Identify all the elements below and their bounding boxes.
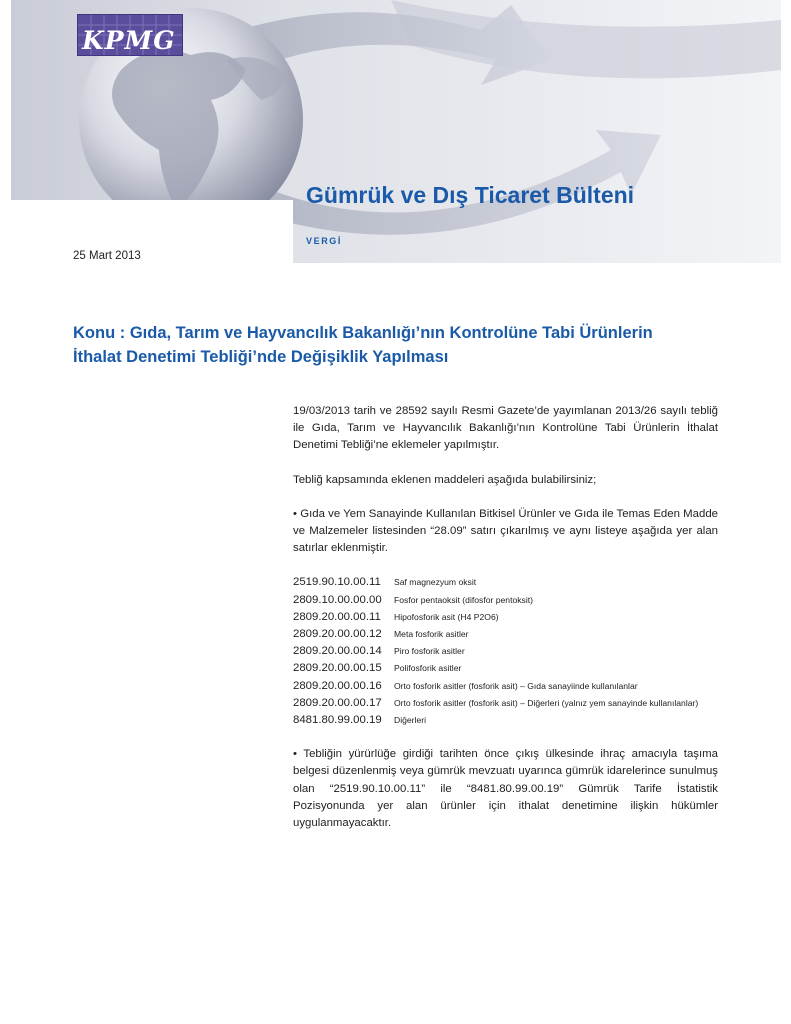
category-label: VERGİ <box>306 236 343 246</box>
tariff-code-list <box>293 574 718 729</box>
tariff-code: 2809.20.00.00.11 <box>293 610 381 623</box>
bullet-paragraph-2: • Tebliğin yürürlüğe girdiği tarihten önce çıkış ülkesinde ihraç amacıyla taşıma belgesi düzenlenmiş veya gümrük mevzuatı uyarınca gümrük idarelerince sunulmuş olan “2519.90.10.00.11” ile “8481.80.99.00.19” Gümrük Tarife İstatistik Pozisyonunda yer alan ürünler için ithalat denetimine ilişkin hükümler uygulanmayacaktır. <box>293 748 718 830</box>
code-row <box>293 574 718 591</box>
code-row <box>293 695 718 712</box>
tariff-code: 2809.20.00.00.17 <box>293 696 382 709</box>
header-banner <box>11 0 781 263</box>
tariff-description: Piro fosforik asitler <box>394 646 465 657</box>
bulletin-title: Gümrük ve Dış Ticaret Bülteni <box>306 182 635 208</box>
tariff-description: Orto fosforik asitler (fosforik asit) – Gıda sanayiinde kullanılanlar <box>394 680 638 691</box>
tariff-code: 2809.20.00.00.14 <box>293 645 382 658</box>
tariff-description: Polifosforik asitler <box>394 663 462 674</box>
tariff-code: 2809.20.00.00.12 <box>293 628 382 641</box>
code-row <box>293 660 718 677</box>
subject-heading <box>73 321 725 369</box>
tariff-description: Fosfor pentaoksit (difosfor pentoksit) <box>394 594 533 605</box>
code-row <box>293 626 718 643</box>
subject-line-2: İthalat Denetimi Tebliği’nde Değişiklik Yapılması <box>73 348 449 366</box>
code-row <box>293 712 718 729</box>
tariff-description: Hipofosforik asit (H4 P2O6) <box>394 611 499 622</box>
logo-text: KPMG <box>82 26 176 55</box>
intro-paragraph: 19/03/2013 tarih ve 28592 sayılı Resmi Gazete’de yayımlanan 2013/26 sayılı tebliğ ile Gıda, Tarım ve Hayvancılık Bakanlığı’nın Kontrolüne Tabi Ürünlerin İthalat Denetimi Tebliği’ne eklemeler yapılmıştır. <box>293 405 718 452</box>
bullet-paragraph-1: • Gıda ve Yem Sanayinde Kullanılan Bitkisel Ürünler ve Gıda ile Temas Eden Madde ve Malzemeler listesinden “28.09” satırı çıkarılmış ve aynı listeye aşağıda yer alan satırlar eklenmiştir. <box>293 507 718 555</box>
code-row <box>293 609 718 626</box>
code-row <box>293 678 718 695</box>
publication-date: 25 Mart 2013 <box>73 250 141 262</box>
tariff-description: Diğerleri <box>394 715 426 726</box>
kpmg-logo <box>77 14 183 56</box>
tariff-code: 2519.90.10.00.11 <box>293 576 381 589</box>
tariff-description: Saf magnezyum oksit <box>394 577 477 588</box>
code-row <box>293 643 718 660</box>
body-text <box>293 403 718 832</box>
tariff-description: Meta fosforik asitler <box>394 629 469 640</box>
code-row <box>293 592 718 609</box>
subject-line-1: Konu : Gıda, Tarım ve Hayvancılık Bakanlığı’nın Kontrolüne Tabi Ürünlerin <box>73 324 653 342</box>
tariff-code: 2809.10.00.00.00 <box>293 593 382 606</box>
list-intro-paragraph: Tebliğ kapsamında eklenen maddeleri aşağıda bulabilirsiniz; <box>293 473 597 486</box>
tariff-code: 8481.80.99.00.19 <box>293 714 382 727</box>
tariff-code: 2809.20.00.00.16 <box>293 679 382 692</box>
tariff-code: 2809.20.00.00.15 <box>293 662 382 675</box>
tariff-description: Orto fosforik asitler (fosforik asit) – Diğerleri (yalnız yem sanayinde kullanılanlar) <box>394 697 699 708</box>
